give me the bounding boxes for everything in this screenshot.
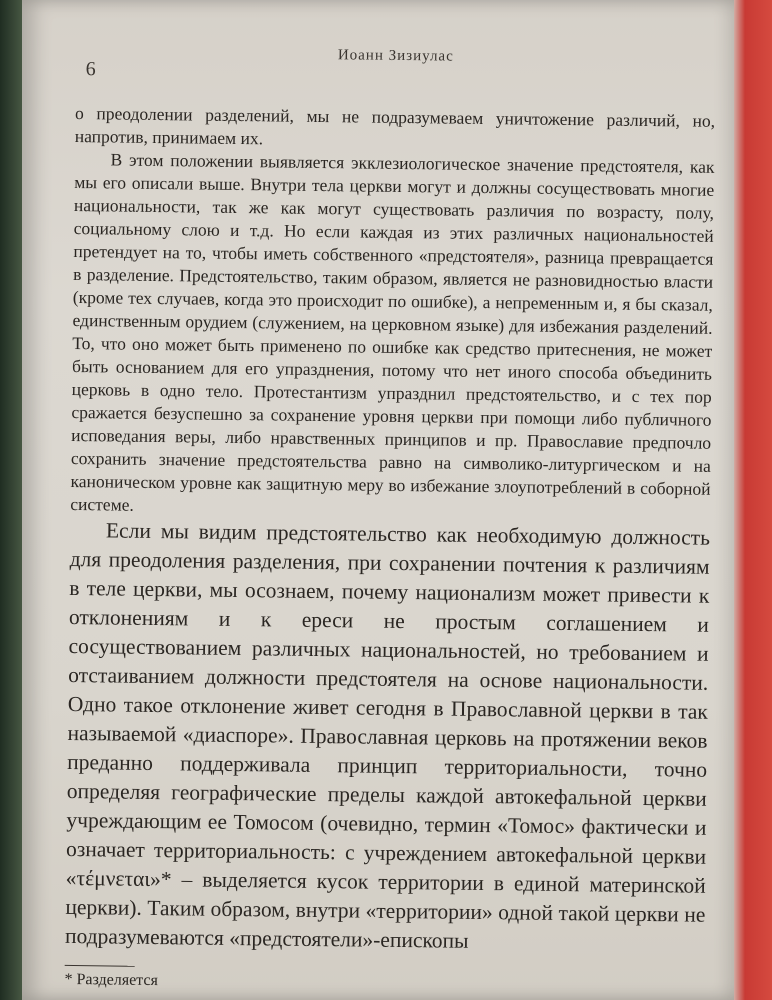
paragraph-continuation: о преодолении разделений, мы не подразумеваем уничтожение различий, но, напротив, принимаем их. <box>74 102 716 149</box>
running-head-author: Иоанн Зизиулас <box>337 47 454 65</box>
footnote: * Разделяется <box>64 970 158 990</box>
running-head <box>76 40 716 81</box>
book-page <box>22 0 734 1000</box>
paragraph-nationalism: Если мы видим предстоятельство как необходимую должность для преодоления разделения, при сохранении почтения к различиям в теле церкви, мы осознаем, почему национализм может привести к отклонениям и к ереси не простым соглашением и сосуществованием различных национальностей, но требованием и отстаиванием должности предстоятеля на основе национальности. Одно такое отклонение живет сегодня в Православной церкви в так называемой «диаспоре». Православная церковь на протяжении веков преданно поддерживала принцип территориальности, точно определяя географические пределы каждой автокефальной церкви учреждающим ее Томосом (очевидно, термин «Томос» фактически и означает территориальность: с учреждением автокефальной церкви «τέμνεται»* – выделяется кусок территории в единой материнской церкви). Таким образом, внутри «территории» одной такой церкви не подразумеваются «предстоятели»-епископы <box>64 518 711 953</box>
paragraph-ecclesiology: В этом положении выявляется экклезиологическое значение предстоятеля, как мы его описали выше. Внутри тела церкви могут и должны сосуществовать многие национальности, так же как могут существовать различия по возрасту, полу, социальному слою и т.д. Но если каждая из этих различных национальностей претендует на то, чтобы иметь собственного «предстоятеля», разница превращается в разделение. Предстоятельство, таким образом, является не разновидностью власти (кроме тех случаев, когда это происходит по ошибке), а непременным и, я бы сказал, единственным орудием (служением, на церковном языке) для избежания разделений. То, что оно может быть применено по ошибке как средство притеснения, не может быть основанием для его упразднения, потому что нет иного способа объединить церковь в одно тело. Протестантизм упразднил предстоятельство, и с тех пор сражается безуспешно за сохранение уровня церкви при помощи либо публичного исповедания веры, либо нравственных принципов и пр. Православие предпочло сохранить значение предстоятельства равно на символико-литургическом и на каноническом уровне как защитную меру во избежание злоупотреблений в соборной системе. <box>70 149 715 515</box>
text-block <box>65 102 715 959</box>
page-content <box>64 40 716 998</box>
footnote-rule <box>65 965 135 967</box>
page-number: 6 <box>85 58 97 81</box>
